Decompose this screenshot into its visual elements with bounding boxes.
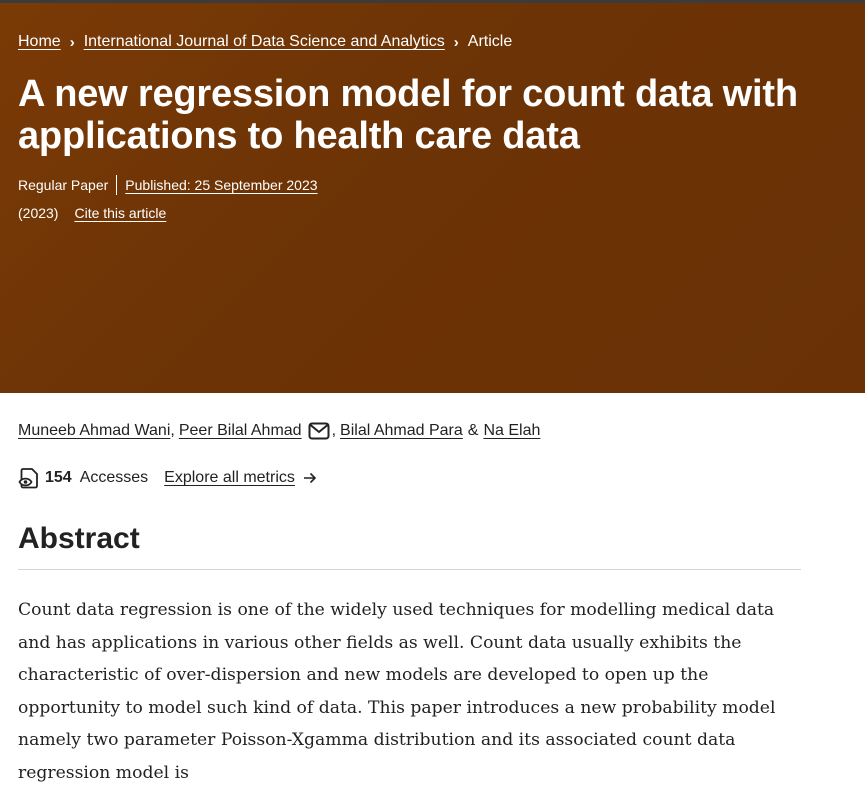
- author-link[interactable]: Peer Bilal Ahmad: [178, 422, 302, 439]
- author-separator: ,: [170, 422, 175, 439]
- explore-metrics-link[interactable]: Explore all metrics: [164, 469, 295, 486]
- eye-document-icon: [18, 467, 40, 489]
- article-citation-row: [18, 205, 166, 221]
- breadcrumb-journal-link[interactable]: International Journal of Data Science and Analytics: [83, 33, 445, 50]
- author-link[interactable]: Muneeb Ahmad Wani: [18, 422, 171, 439]
- author-link[interactable]: Na Elah: [483, 422, 541, 439]
- abstract-text: Count data regression is one of the widely used techniques for modelling medical data and has applications in various other fields as well. Count data usually exhibits the characteristic of over-dispersion and new models are developed to open up the opportunity to model such kind of data. This paper introduces a new probability model namely two parameter Poisson-Xgamma distribution and its associated count data regression model is: [18, 600, 776, 783]
- article-meta: [18, 175, 318, 195]
- article-type: Regular Paper: [18, 177, 109, 193]
- article-year: (2023): [18, 205, 59, 221]
- chevron-right-icon: ›: [69, 33, 75, 51]
- cite-article-link[interactable]: Cite this article: [74, 205, 167, 221]
- arrow-right-icon[interactable]: [303, 471, 317, 485]
- author-separator: &: [467, 422, 479, 439]
- abstract-heading: Abstract: [18, 522, 140, 555]
- page-title: A new regression model for count data with applications to health care data: [18, 73, 798, 157]
- breadcrumb-current: Article: [467, 33, 513, 50]
- published-date-link[interactable]: Published: 25 September 2023: [125, 177, 318, 193]
- accesses-label: Accesses: [79, 469, 149, 486]
- author-link[interactable]: Bilal Ahmad Para: [340, 422, 463, 439]
- author-list: [18, 422, 540, 440]
- chevron-right-icon: ›: [453, 33, 459, 51]
- breadcrumb-home-link[interactable]: Home: [18, 33, 61, 50]
- accesses-count: 154: [45, 469, 72, 486]
- metrics-row: [18, 467, 317, 489]
- breadcrumb: [18, 33, 512, 51]
- author-separator: ,: [331, 422, 337, 439]
- article-header: [0, 3, 865, 393]
- meta-divider: [116, 175, 117, 195]
- envelope-icon[interactable]: [308, 422, 330, 440]
- section-divider: [18, 569, 801, 570]
